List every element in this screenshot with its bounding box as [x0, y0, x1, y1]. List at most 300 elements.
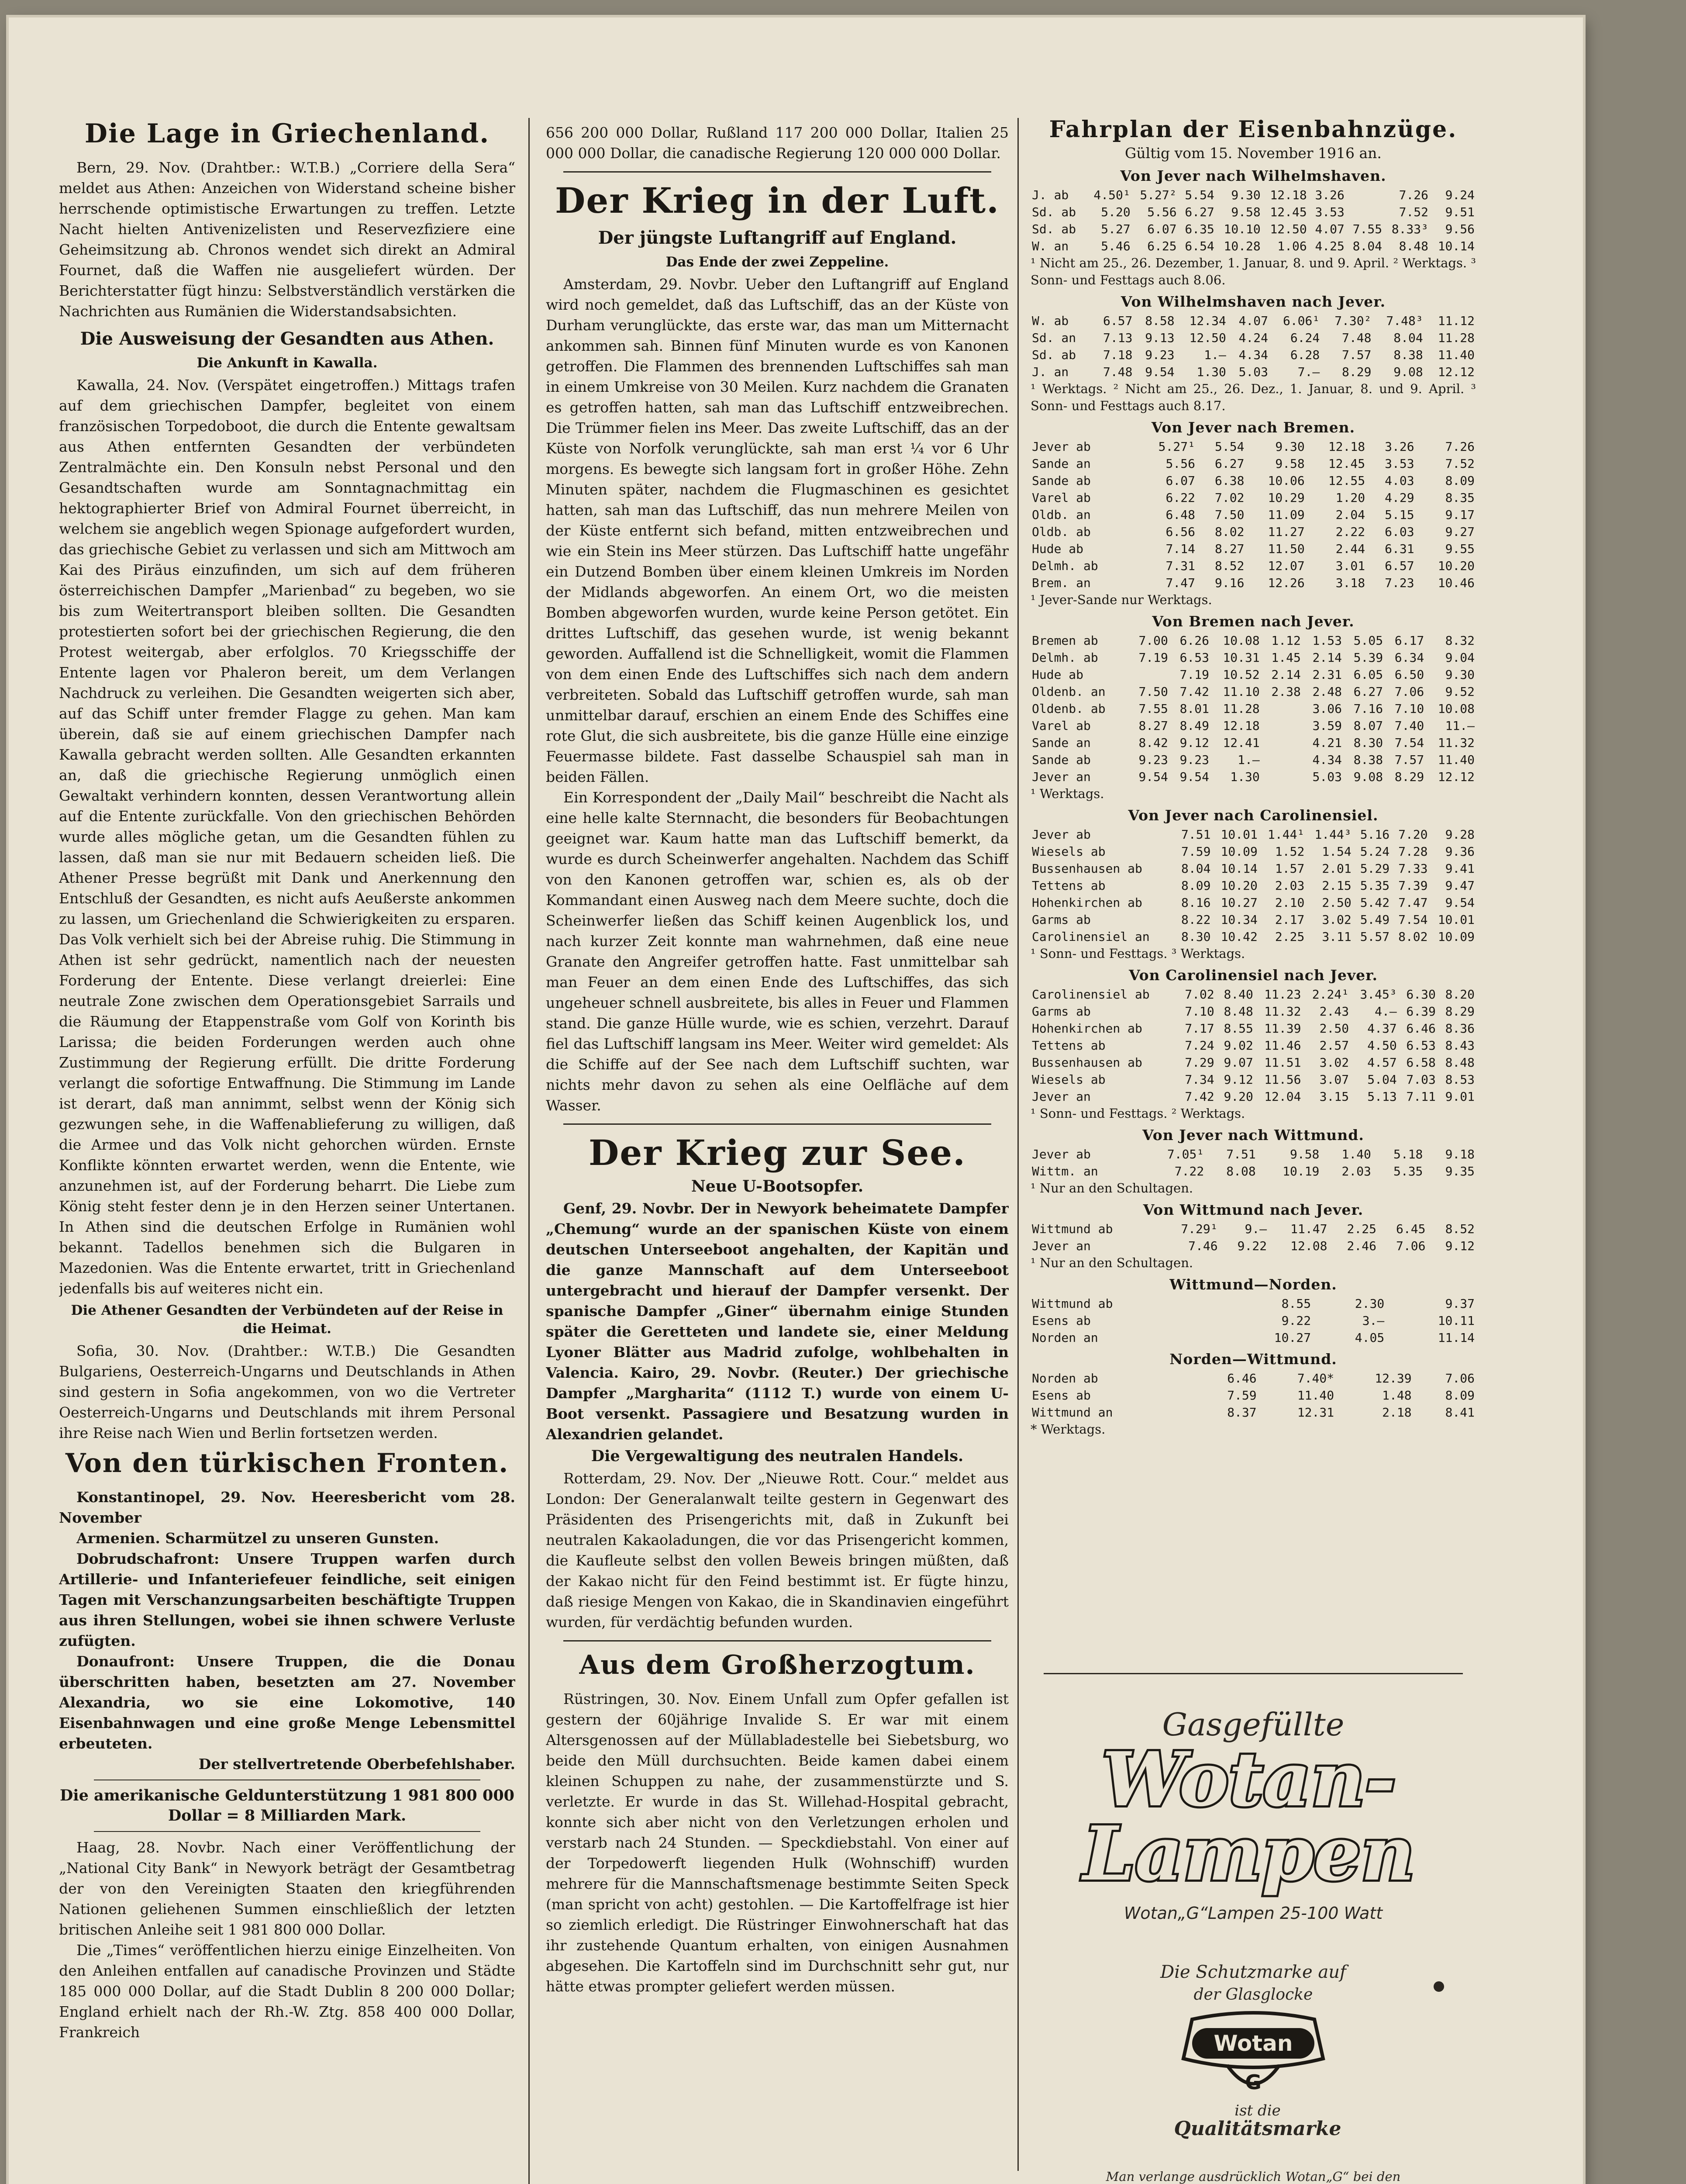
time-cell: 10.52 [1223, 667, 1260, 682]
time-cell: 4.21 [1312, 736, 1342, 750]
timetable-section-title: Von Wittmund nach Jever. [1143, 1201, 1364, 1218]
time-cell: 2.14 [1271, 667, 1301, 682]
time-cell: 12.12 [1438, 770, 1475, 784]
time-cell: 9.— [1245, 1222, 1267, 1236]
timetable-row [1031, 1295, 1476, 1312]
time-cell: 7.19 [1179, 667, 1209, 682]
time-cell: 12.39 [1375, 1371, 1412, 1386]
station-cell: Bremen ab [1032, 633, 1098, 648]
timetable-table [1031, 1370, 1476, 1421]
article-subtitle: Das Ende der zwei Zeppeline. [665, 254, 889, 270]
time-cell: 7.51 [1226, 1147, 1256, 1161]
timetable-row [1031, 683, 1476, 700]
time-cell: 6.34 [1394, 650, 1424, 665]
time-cell: 2.50 [1322, 895, 1352, 910]
time-cell: 9.23 [1138, 753, 1168, 767]
time-cell: 6.06¹ [1283, 314, 1320, 328]
time-cell: 10.08 [1438, 702, 1475, 716]
time-cell: 12.45 [1270, 205, 1307, 219]
time-cell: 9.52 [1445, 684, 1475, 699]
time-cell: 6.46 [1406, 1021, 1436, 1036]
time-cell: 12.41 [1223, 736, 1260, 750]
time-cell: 8.29 [1342, 365, 1372, 379]
time-cell: 7.48 [1342, 331, 1372, 345]
time-cell: 10.09 [1438, 930, 1475, 944]
timetable-table [1031, 1146, 1476, 1180]
time-cell: 1.— [1204, 348, 1226, 362]
station-cell: Wittmund an [1032, 1405, 1113, 1420]
timetable-section-title: Von Carolinensiel nach Jever. [1129, 967, 1378, 984]
article-subtitle: Die Athener Gesandten der Verbündeten auf der Reise in die Heimat. [71, 1303, 503, 1337]
time-cell: 3.59 [1312, 719, 1342, 733]
time-cell: 9.30 [1275, 439, 1305, 454]
time-cell: 7.47 [1398, 895, 1428, 910]
timetable-section-title: Von Jever nach Bremen. [1151, 419, 1355, 436]
article-text: Die „Times“ veröffentlichen hierzu einige Einzelheiten. Von den Anleihen entfallen auf canadische Provinzen und Städte 185 000 000 Dollar, auf die Stadt Dublin 8 200 000 Dollar; England erhielt nach der Rh.-W. Ztg. 858 400 000 Dollar, Frankreich [59, 1942, 515, 2041]
timetable-row [1031, 346, 1476, 363]
time-cell: 10.46 [1438, 576, 1475, 590]
time-cell: 11.27 [1268, 525, 1305, 539]
timetable-section-title: Norden—Wittmund. [1169, 1351, 1337, 1368]
timetable-row [1031, 329, 1476, 346]
timetable-table [1031, 986, 1476, 1105]
time-cell: 8.38 [1353, 753, 1383, 767]
timetable-row [1031, 1163, 1476, 1180]
time-cell: 6.28 [1290, 348, 1320, 362]
ad-quality-text2: Qualitätsmarke [1174, 2118, 1341, 2140]
station-cell: Wittm. an [1032, 1164, 1098, 1178]
time-cell: 3.53 [1315, 205, 1345, 219]
time-cell: 8.02 [1398, 930, 1428, 944]
time-cell: 5.49 [1360, 912, 1390, 927]
timetable-row [1031, 363, 1476, 380]
station-cell: Delmh. ab [1032, 650, 1098, 665]
timetable-table [1031, 1295, 1476, 1346]
time-cell: 7.57 [1394, 753, 1424, 767]
time-cell: 8.02 [1215, 525, 1245, 539]
station-cell: Sd. ab [1032, 222, 1076, 236]
time-cell: 2.25 [1347, 1222, 1376, 1236]
ad-trademark-text2: der Glasglocke [1193, 1986, 1313, 2004]
time-cell: 12.45 [1328, 456, 1365, 471]
timetable-row [1031, 986, 1476, 1003]
time-cell: 1.30 [1196, 365, 1226, 379]
time-cell: 10.08 [1223, 633, 1260, 648]
time-cell: 7.54 [1398, 912, 1428, 927]
time-cell: 8.40 [1224, 987, 1253, 1002]
timetable-table [1031, 826, 1476, 945]
article-text: Ein Korrespondent der „Daily Mail“ beschreibt die Nacht als eine helle kalte Sternnacht, die besonders für Beobachtungen geeignet war. Kaum hatte man das Luftschiff bemerkt, da wurde es durch Scheinwerfer angehalten. Nachdem das Schiff von den Kanonen getroffen war, schien es, als ob der Kommandant einen Ausweg nach dem Meere suchte, doch die Scheinwerfer ließen das Schiff keinen Augenblick los, und nach kurzer Zeit konnte man wahrnehmen, daß eine neue Granate den Angreifer getroffen hatte. Fast unmittelbar sah man Feuer an dem einen Ende des Luftschiffes, das sich ungeheuer schnell ausbreitete, bis alles in Feuer und Flammen stand. Die ganze Hülle wurde, wie es schien, verzehrt. Darauf fiel das Luftschiff langsam ins Meer. Weiter wird gemeldet: Als die Schiffe auf der See nach dem Luftschiff suchten, war nichts mehr davon zu sehen als eine Oelfläche auf dem Wasser. [546, 789, 1009, 1114]
time-cell: 8.08 [1226, 1164, 1256, 1178]
timetable-row [1031, 557, 1476, 574]
article-subtitle: Neue U-Bootsopfer. [691, 1177, 864, 1196]
time-cell: 1.45 [1271, 650, 1301, 665]
time-cell: 9.23 [1145, 348, 1175, 362]
time-cell: 7.06 [1394, 684, 1424, 699]
timetable-validity: Gültig vom 15. November 1916 an. [1125, 145, 1382, 162]
time-cell: 5.27² [1140, 188, 1177, 202]
time-cell: 9.04 [1445, 650, 1475, 665]
time-cell [1261, 734, 1302, 751]
column-left [59, 114, 515, 2042]
time-cell: 7.40* [1297, 1371, 1334, 1386]
timetable-section-title: Von Wilhelmshaven nach Jever. [1121, 293, 1386, 310]
timetable-row [1031, 455, 1476, 472]
time-cell: 7.03 [1406, 1072, 1436, 1087]
time-cell: 9.54 [1179, 770, 1209, 784]
timetable-row [1031, 894, 1476, 911]
separator [563, 1640, 991, 1641]
time-cell: 7.48³ [1386, 314, 1423, 328]
time-cell: 9.30 [1231, 188, 1261, 202]
time-cell: 11.40 [1438, 753, 1475, 767]
time-cell: 1.12 [1271, 633, 1301, 648]
time-cell: 12.18 [1270, 188, 1307, 202]
article-text: Armenien. Scharmützel zu unseren Gunsten. [76, 1530, 439, 1547]
timetable-row [1031, 826, 1476, 843]
time-cell: 11.09 [1268, 508, 1305, 522]
time-cell: 5.03 [1312, 770, 1342, 784]
time-cell: 8.16 [1181, 895, 1211, 910]
article-title: Die amerikanische Geldunterstützung 1 981 800 000 Dollar = 8 Milliarden Mark. [59, 1787, 515, 1825]
timetable-row [1031, 1387, 1476, 1404]
time-cell: 7.47 [1165, 576, 1195, 590]
time-cell: 9.23 [1179, 753, 1209, 767]
time-cell: 9.22 [1237, 1239, 1267, 1253]
ad-brand-line2: Lampen [1083, 1810, 1415, 1897]
time-cell: 10.27 [1274, 1330, 1311, 1345]
time-cell: 6.58 [1406, 1055, 1436, 1070]
station-cell: Oldenb. ab [1032, 702, 1106, 716]
timetable-footnote: ¹ Nicht am 25., 26. Dezember, 1. Januar, 8. und 9. April. ² Werktags. ³ Sonn- und Festtags auch 8.06. [1031, 256, 1476, 287]
ad-logo-text: Wotan [1214, 2031, 1293, 2056]
time-cell: 5.20 [1101, 205, 1131, 219]
time-cell: 2.44 [1335, 542, 1365, 556]
ad-brand-line1: Wotan- [1102, 1736, 1396, 1823]
time-cell: 10.10 [1224, 222, 1261, 236]
time-cell: 7.59 [1181, 844, 1211, 859]
time-cell: 3.53 [1385, 456, 1414, 471]
separator [563, 171, 991, 173]
time-cell: 9.27 [1445, 525, 1475, 539]
station-cell: Sd. an [1032, 331, 1076, 345]
time-cell: 8.42 [1138, 736, 1168, 750]
time-cell [1346, 187, 1383, 204]
time-cell: 12.50 [1270, 222, 1307, 236]
time-cell: 6.46 [1227, 1371, 1257, 1386]
timetable-row [1031, 860, 1476, 877]
station-cell: W. an [1032, 239, 1069, 253]
time-cell: 11.39 [1264, 1021, 1301, 1036]
timetable-row [1031, 1003, 1476, 1020]
time-cell: 1.57 [1275, 861, 1305, 876]
timetable-row [1031, 768, 1476, 785]
article-text: Amsterdam, 29. Novbr. Ueber den Luftangriff auf England wird noch gemeldet, daß das Luftschiff, das an der Küste von Durham verunglückte, das erste war, das man um Mitternacht ankommen sah. Binnen fünf Minuten wurde es von Kanonen getroffen. Die Flammen des brennenden Luftschiffes sah man in einem Umkreise von 30 Meilen. Kurz nachdem die Granaten es getroffen hatten, sah man das Luftschiff entzweibrechen. Die Trümmer fielen ins Meer. Das zweite Luftschiff, das an der Küste von Norfolk verunglückte, sah man erst ¼ vor 6 Uhr morgens. Es bewegte sich langsam fort in großer Höhe. Zehn Minuten später, nachdem die Flugmaschinen es gesichtet hatten, sah man das Luftschiff, das nun mehrere Meilen von der Küste entfernt sich befand, mitten entzweibrechen und wie ein Stein ins Meer stürzen. Das Luftschiff hatte ungefähr ein Dutzend Bomben über einem kleinen Umkreis im Norden der Midlands abgeworfen. An einem Ort, wo die meisten Bomben abgeworfen wurden, wurde keine Person getötet. Ein drittes Luftschiff, das gesehen wurde, ist wenig bekannt geworden. Auffallend ist die Schnelligkeit, womit die Flammen von dem einen Ende des Luftschiffes sich nach dem andern verbreiteten. Sobald das Luftschiff getroffen wurde, sah man unmittelbar darauf, erschien an einem Ende des Schiffes eine rote Glut, die sich ausbreitete, bis die ganze Hülle eine einzige Feuermasse bildete. Fast dasselbe Schauspiel sah man in beiden Fällen. [546, 276, 1009, 785]
time-cell: 2.50 [1319, 1021, 1349, 1036]
ad-top-text: Gasgefüllte [1162, 1706, 1345, 1743]
timetable-row [1031, 1370, 1476, 1387]
timetable-row [1031, 187, 1476, 204]
time-cell: 8.20 [1445, 987, 1475, 1002]
time-cell: 5.18 [1393, 1147, 1423, 1161]
advertisement-wotan-lamps [1044, 1673, 1463, 2184]
ad-logo-g: G [1245, 2070, 1262, 2094]
time-cell: 6.17 [1394, 633, 1424, 648]
time-cell: 3.11 [1322, 930, 1352, 944]
time-cell: 1.— [1238, 753, 1260, 767]
time-cell: 10.19 [1283, 1164, 1320, 1178]
time-cell: 10.31 [1223, 650, 1260, 665]
time-cell: 8.43 [1445, 1038, 1475, 1053]
time-cell: 7.22 [1174, 1164, 1204, 1178]
timetable-row [1031, 843, 1476, 860]
time-cell: 7.52 [1399, 205, 1429, 219]
time-cell: 1.20 [1335, 491, 1365, 505]
timetable-row [1031, 1146, 1476, 1163]
time-cell: 7.10 [1394, 702, 1424, 716]
time-cell: 7.28 [1398, 844, 1428, 859]
timetable-row [1031, 1088, 1476, 1105]
time-cell: 9.22 [1281, 1313, 1311, 1328]
article-text: Sofia, 30. Nov. (Drahtber.: W.T.B.) Die Gesandten Bulgariens, Oesterreich-Ungarns und Deutschlands in Athen sind gestern in Sofia angekommen, von wo die Vertreter Oesterreich-Ungarns und Deutschlands mit ihrem Personal ihre Reise nach Wien und Berlin fortsetzen werden. [59, 1342, 515, 1441]
time-cell: 8.48 [1224, 1004, 1253, 1019]
station-cell: J. an [1032, 365, 1069, 379]
ad-footer-text: Man verlange ausdrücklich Wotan„G“ bei den [1106, 2169, 1401, 2184]
time-cell: 7.55 [1352, 222, 1383, 236]
time-cell: 10.34 [1221, 912, 1258, 927]
station-cell: Esens ab [1032, 1388, 1091, 1403]
time-cell: 9.17 [1445, 508, 1475, 522]
time-cell [1346, 204, 1383, 221]
time-cell: 6.31 [1385, 542, 1414, 556]
time-cell: 8.04 [1181, 861, 1211, 876]
time-cell: 5.42 [1360, 895, 1390, 910]
station-cell: Tettens ab [1032, 878, 1106, 893]
time-cell: 9.08 [1393, 365, 1423, 379]
time-cell: 5.15 [1385, 508, 1414, 522]
time-cell: 11.56 [1264, 1072, 1301, 1087]
time-cell: 8.49 [1179, 719, 1209, 733]
time-cell: 7.39 [1398, 878, 1428, 893]
time-cell: 9.58 [1231, 205, 1261, 219]
timetable-row [1031, 574, 1476, 591]
article-title: Von den türkischen Fronten. [65, 1448, 509, 1479]
time-cell: 5.57 [1360, 930, 1390, 944]
time-cell: 8.58 [1145, 314, 1175, 328]
separator [94, 1831, 480, 1832]
time-cell: 12.34 [1189, 314, 1226, 328]
station-cell: Hohenkirchen ab [1032, 1021, 1142, 1036]
timetable-footnote: * Werktags. [1031, 1422, 1106, 1437]
ad-quality-text: ist die [1234, 2102, 1281, 2119]
time-cell: 7.52 [1445, 456, 1475, 471]
time-cell: 7.33 [1398, 861, 1428, 876]
time-cell: 6.25 [1147, 239, 1177, 253]
time-cell: 12.55 [1328, 473, 1365, 488]
station-cell: Carolinensiel ab [1032, 987, 1150, 1002]
time-cell: 4.34 [1312, 753, 1342, 767]
time-cell: 3.26 [1385, 439, 1414, 454]
time-cell: 5.29 [1360, 861, 1390, 876]
station-cell: Hohenkirchen ab [1032, 895, 1142, 910]
article-subtitle: Die Ankunft in Kawalla. [197, 355, 378, 371]
station-cell: Oldenb. an [1032, 684, 1106, 699]
time-cell: 5.03 [1238, 365, 1269, 379]
time-cell: 7.57 [1342, 348, 1372, 362]
timetable-row [1031, 700, 1476, 717]
time-cell: 5.56 [1147, 205, 1177, 219]
time-cell: 11.28 [1438, 331, 1475, 345]
time-cell [1261, 768, 1302, 785]
article-signature: Der stellvertretende Oberbefehlshaber. [198, 1755, 515, 1773]
time-cell: 8.32 [1445, 633, 1475, 648]
time-cell: 8.04 [1393, 331, 1423, 345]
time-cell: 5.05 [1353, 633, 1383, 648]
time-cell: 1.54 [1322, 844, 1352, 859]
timetable-footnote: ¹ Nur an den Schultagen. [1031, 1181, 1193, 1196]
time-cell: 11.23 [1264, 987, 1301, 1002]
station-cell: Sd. ab [1032, 205, 1076, 219]
station-cell: Varel ab [1032, 491, 1091, 505]
time-cell: 6.03 [1385, 525, 1414, 539]
timetable-table [1031, 632, 1476, 785]
column-middle [546, 122, 1009, 1997]
time-cell: 8.04 [1352, 239, 1383, 253]
article-title: Die Ausweisung der Gesandten aus Athen. [80, 328, 494, 349]
time-cell: 8.33³ [1391, 222, 1429, 236]
time-cell: 7.00 [1138, 633, 1168, 648]
time-cell [1128, 666, 1169, 683]
time-cell: 5.16 [1360, 827, 1390, 842]
time-cell: 6.53 [1179, 650, 1209, 665]
time-cell: 8.07 [1353, 719, 1383, 733]
station-cell: Norden ab [1032, 1371, 1098, 1386]
time-cell: 3.26 [1315, 188, 1345, 202]
time-cell: 6.57 [1103, 314, 1133, 328]
station-cell: Delmh. ab [1032, 559, 1098, 573]
time-cell: 3.06 [1312, 702, 1342, 716]
time-cell: 2.15 [1322, 878, 1352, 893]
time-cell: 10.01 [1221, 827, 1258, 842]
time-cell: 12.26 [1268, 576, 1305, 590]
time-cell: 4.29 [1385, 491, 1414, 505]
time-cell: 7.02 [1185, 987, 1214, 1002]
time-cell: 1.44³ [1314, 827, 1352, 842]
time-cell: 10.01 [1438, 912, 1475, 927]
time-cell: 3.01 [1335, 559, 1365, 573]
time-cell: 9.12 [1179, 736, 1209, 750]
time-cell: 8.09 [1445, 473, 1475, 488]
time-cell: 8.38 [1393, 348, 1423, 362]
article-text: Konstantinopel, 29. Nov. Heeresbericht vom 28. November [59, 1489, 515, 1526]
time-cell: 5.35 [1393, 1164, 1423, 1178]
article-text: Dobrudschafront: Unsere Truppen warfen durch Artillerie- und Infanteriefeuer feindliche, seit einigen Tagen mit Verschanzungsarbeiten beschäftigte Truppen aus ihren Stellungen, wobei sie ihnen schwere Verluste zufügten. [59, 1550, 515, 1649]
column-rule [528, 118, 530, 2184]
time-cell: 2.22 [1335, 525, 1365, 539]
time-cell: 11.32 [1438, 736, 1475, 750]
time-cell: 9.51 [1445, 205, 1475, 219]
time-cell: 10.20 [1438, 559, 1475, 573]
timetable-row [1031, 1037, 1476, 1054]
station-cell: Wittmund ab [1032, 1296, 1113, 1311]
time-cell: 3.45³ [1360, 987, 1397, 1002]
time-cell [1261, 751, 1302, 768]
time-cell: 11.12 [1438, 314, 1475, 328]
time-cell: 7.59 [1227, 1388, 1257, 1403]
time-cell: 6.27 [1185, 205, 1214, 219]
time-cell: 7.11 [1406, 1089, 1436, 1104]
separator [563, 1123, 991, 1125]
time-cell: 12.08 [1290, 1239, 1327, 1253]
time-cell: 10.27 [1221, 895, 1258, 910]
time-cell: 1.44¹ [1268, 827, 1305, 842]
station-cell: Sande an [1032, 736, 1091, 750]
time-cell: 9.54 [1445, 895, 1475, 910]
timetable-footnote: ¹ Sonn- und Festtags. ³ Werktags. [1031, 946, 1245, 961]
time-cell: 7.31 [1165, 559, 1195, 573]
timetable-row [1031, 489, 1476, 506]
timetable-section-title: Von Jever nach Wittmund. [1142, 1127, 1364, 1144]
time-cell: 10.29 [1268, 491, 1305, 505]
station-cell: Bussenhausen ab [1032, 1055, 1142, 1070]
time-cell: 7.— [1297, 365, 1320, 379]
timetable-section-title: Wittmund—Norden. [1169, 1276, 1337, 1293]
timetable-row [1031, 717, 1476, 734]
time-cell: 7.18 [1103, 348, 1133, 362]
time-cell: 8.29 [1394, 770, 1424, 784]
time-cell: 6.38 [1215, 473, 1245, 488]
time-cell: 7.29 [1185, 1055, 1214, 1070]
time-cell: 11.32 [1264, 1004, 1301, 1019]
time-cell: 2.46 [1347, 1239, 1376, 1253]
time-cell: 6.48 [1165, 508, 1195, 522]
time-cell: 9.58 [1275, 456, 1305, 471]
timetable-footnote: ¹ Sonn- und Festtags. ² Werktags. [1031, 1106, 1245, 1121]
wotan-logo-icon [1183, 2013, 1323, 2094]
time-cell: 1.52 [1275, 844, 1305, 859]
time-cell: 2.03 [1341, 1164, 1371, 1178]
timetable-row [1031, 1020, 1476, 1037]
time-cell: 7.29¹ [1181, 1222, 1218, 1236]
time-cell: 5.54 [1215, 439, 1245, 454]
time-cell: 5.39 [1353, 650, 1383, 665]
station-cell: Varel ab [1032, 719, 1091, 733]
timetable-title: Fahrplan der Eisenbahnzüge. [1049, 116, 1458, 143]
time-cell: 6.05 [1353, 667, 1383, 682]
time-cell: 7.51 [1181, 827, 1211, 842]
station-cell: Wiesels ab [1032, 1072, 1106, 1087]
time-cell: 9.28 [1445, 827, 1475, 842]
time-cell: 7.16 [1353, 702, 1383, 716]
time-cell: 7.02 [1215, 491, 1245, 505]
time-cell: 8.09 [1445, 1388, 1475, 1403]
time-cell: 6.39 [1406, 1004, 1436, 1019]
time-cell: 10.11 [1438, 1313, 1475, 1328]
timetable-row [1031, 540, 1476, 557]
time-cell: 12.07 [1268, 559, 1305, 573]
time-cell: 5.27 [1101, 222, 1131, 236]
time-cell: 2.31 [1312, 667, 1342, 682]
time-cell: 12.12 [1438, 365, 1475, 379]
time-cell: 9.47 [1445, 878, 1475, 893]
station-cell: Jever an [1032, 1089, 1091, 1104]
time-cell: 9.35 [1445, 1164, 1475, 1178]
time-cell: 11.46 [1264, 1038, 1301, 1053]
time-cell: 4.57 [1367, 1055, 1397, 1070]
time-cell [1261, 717, 1302, 734]
timetable-row [1031, 204, 1476, 221]
time-cell: 4.07 [1315, 222, 1345, 236]
